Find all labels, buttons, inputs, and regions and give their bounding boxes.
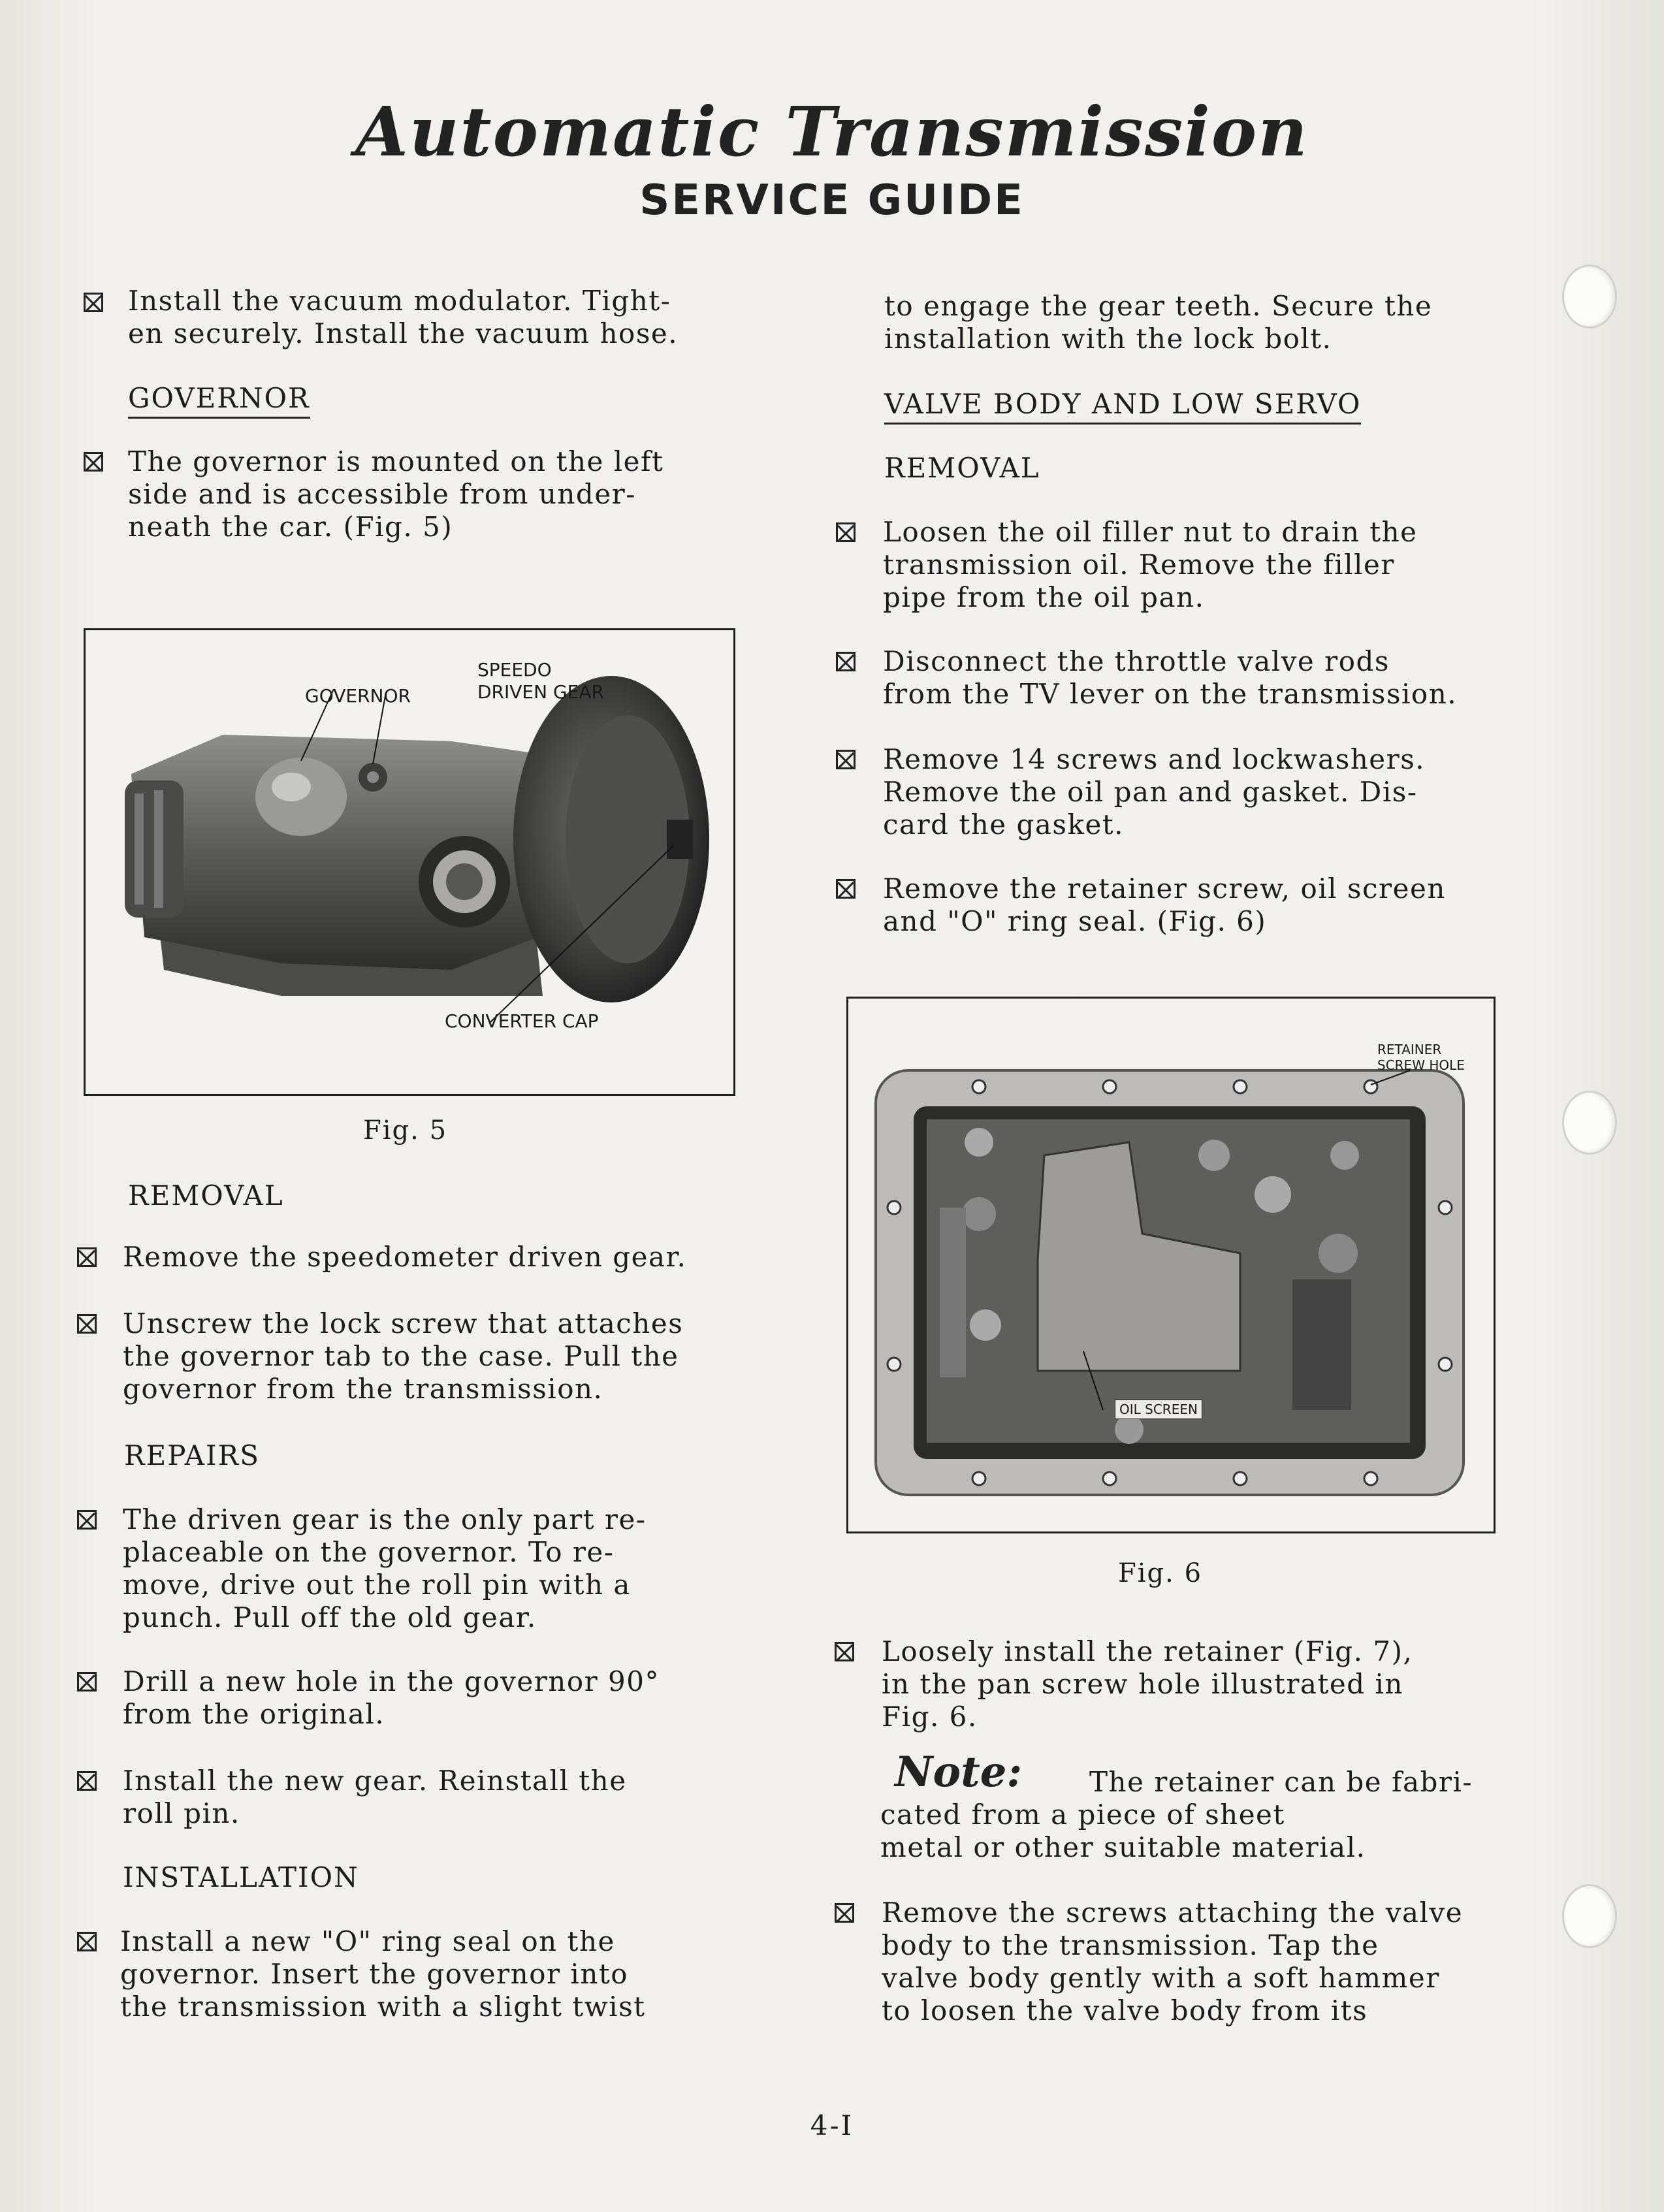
heading-removal-right: REMOVAL (884, 452, 1040, 484)
binder-hole-top (1562, 264, 1617, 329)
page-title-script: Automatic Transmission (355, 91, 1309, 172)
left-paragraph-governor-location: The governor is mounted on the left side and is accessible from under- neath the car. (Fig. 5) (128, 445, 664, 543)
bullet-icon (84, 452, 103, 472)
note-text (880, 1766, 1573, 1864)
bullet-icon (77, 1771, 97, 1791)
callout-retainer-screw-hole: RETAINER SCREW HOLE (1377, 1042, 1465, 1073)
callout-governor: GOVERNOR (305, 685, 411, 707)
right-paragraph-remove-retainer: Remove the retainer screw, oil screen and "O" ring seal. (Fig. 6) (883, 873, 1446, 937)
bullet-icon (836, 652, 856, 671)
bullet-icon (77, 1932, 97, 1951)
callout-oil-screen: OIL SCREEN (1115, 1400, 1202, 1419)
valve-body-illustration (848, 999, 1494, 1531)
heading-governor-text: GOVERNOR (128, 382, 310, 419)
bullet-icon (77, 1247, 97, 1267)
figure-5 (84, 628, 735, 1096)
bullet-icon (836, 879, 856, 899)
heading-governor (128, 382, 310, 414)
left-paragraph-driven-gear: The driven gear is the only part re- placeable on the governor. To re- move, drive out the roll pin with a punch. Pull off the old gear. (123, 1503, 647, 1633)
right-paragraph-loosen-filler: Loosen the oil filler nut to drain the transmission oil. Remove the filler pipe from the oil pan. (883, 516, 1418, 613)
heading-valve-body-text: VALVE BODY AND LOW SERVO (884, 388, 1361, 425)
bullet-icon (77, 1314, 97, 1334)
callout-converter-cap: CONVERTER CAP (445, 1010, 599, 1032)
left-paragraph-unscrew-lock-screw: Unscrew the lock screw that attaches the governor tab to the case. Pull the governor from the transmission. (123, 1307, 684, 1405)
bullet-icon (835, 1903, 854, 1923)
heading-valve-body (884, 388, 1361, 420)
page-number: 4-I (810, 2109, 854, 2141)
left-paragraph-install-new-gear: Install the new gear. Reinstall the roll pin. (123, 1765, 627, 1829)
figure-5-caption: Fig. 5 (363, 1115, 448, 1146)
right-paragraph-disconnect-rods: Disconnect the throttle valve rods from the TV lever on the transmission. (883, 645, 1458, 710)
left-paragraph-drill-hole: Drill a new hole in the governor 90° from the original. (123, 1665, 660, 1730)
heading-repairs: REPAIRS (124, 1439, 261, 1471)
binder-hole-middle (1562, 1091, 1617, 1155)
right-paragraph-engage-gear: to engage the gear teeth. Secure the installation with the lock bolt. (884, 290, 1433, 355)
right-paragraph-install-retainer: Loosely install the retainer (Fig. 7), in the pan screw hole illustrated in Fig. 6. (882, 1635, 1413, 1733)
callout-speedo-driven-gear: SPEEDO DRIVEN GEAR (477, 659, 604, 703)
heading-removal-left: REMOVAL (128, 1179, 284, 1211)
right-paragraph-remove-valve-screws: Remove the screws attaching the valve body to the transmission. Tap the valve body gently with a soft hammer to loosen the valve body from its (882, 1897, 1464, 2027)
page-subtitle: SERVICE GUIDE (639, 176, 1025, 225)
left-paragraph-remove-speedometer: Remove the speedometer driven gear. (123, 1241, 687, 1273)
bullet-icon (77, 1672, 97, 1691)
left-paragraph-vacuum-modulator: Install the vacuum modulator. Tight- en securely. Install the vacuum hose. (128, 285, 679, 349)
bullet-icon (84, 293, 103, 312)
note-text-body: The retainer can be fabri- cated from a piece of sheet metal or other suitable material. (880, 1766, 1473, 1863)
heading-installation: INSTALLATION (123, 1861, 359, 1893)
bullet-icon (836, 522, 856, 542)
bullet-icon (836, 750, 856, 769)
note-label: Note: (895, 1748, 1023, 1797)
left-paragraph-install-o-ring: Install a new "O" ring seal on the governor. Insert the governor into the transmission with a slight twist (120, 1925, 646, 2023)
bullet-icon (77, 1510, 97, 1530)
figure-6 (846, 997, 1496, 1533)
right-paragraph-remove-screws: Remove 14 screws and lockwashers. Remove the oil pan and gasket. Dis- card the gasket. (883, 743, 1426, 841)
figure-6-caption: Fig. 6 (1118, 1558, 1203, 1588)
bullet-icon (835, 1642, 854, 1661)
